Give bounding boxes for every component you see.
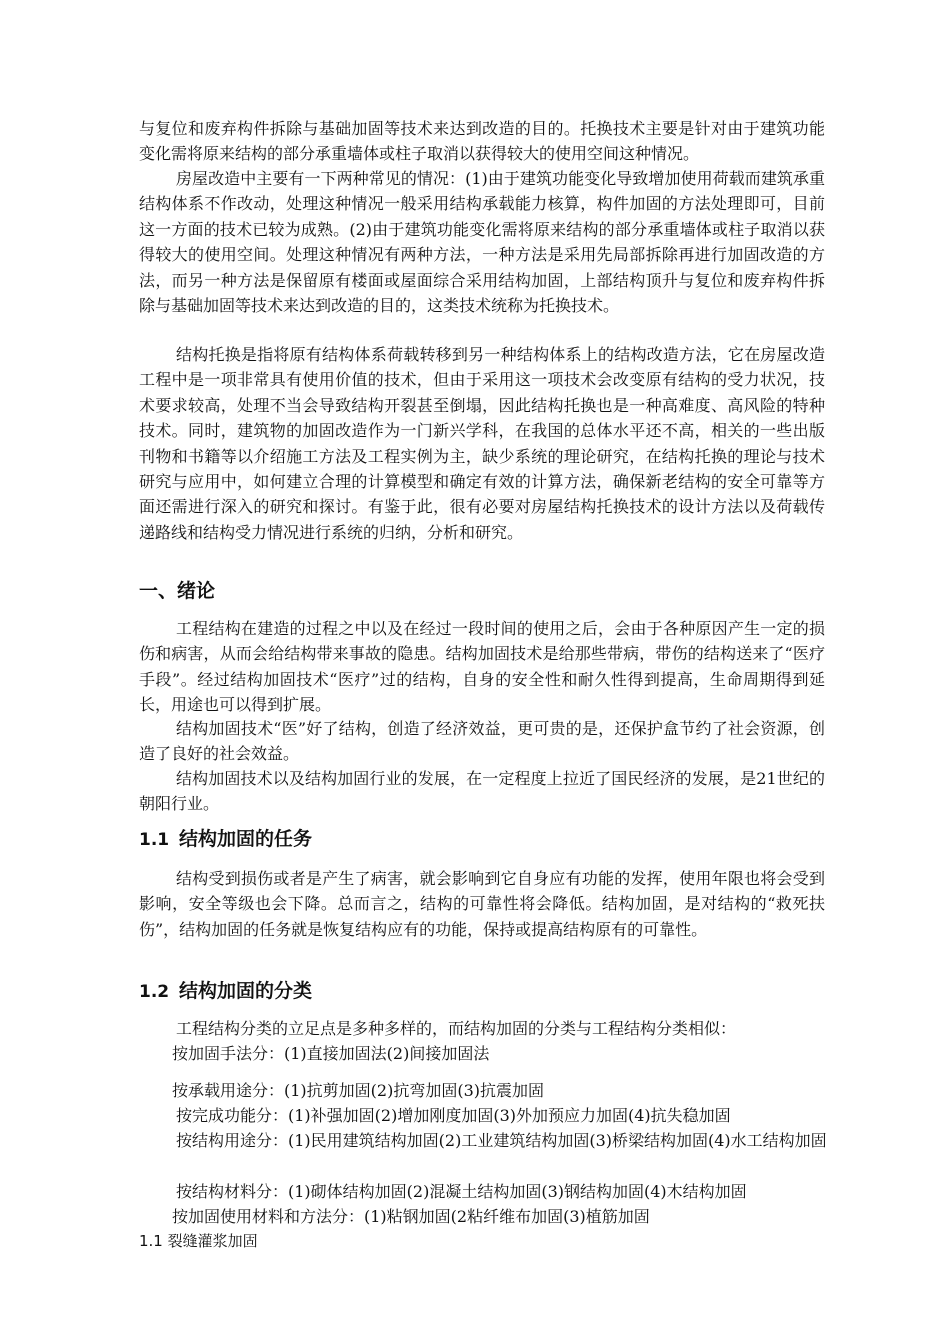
classification-by-reinforcement-material: 按加固使用材料和方法分：(1)粘钢加固(2粘纤维布加固(3)植筋加固 xyxy=(172,1207,650,1226)
paragraph-industry-development: 结构加固技术以及结构加固行业的发展，在一定程度上拉近了国民经济的发展，是21世纪的朝阳行业。 xyxy=(139,769,825,814)
subsection-title: 结构加固的任务 xyxy=(179,828,313,850)
paragraph-classification-intro: 工程结构分类的立足点是多种多样的，而结构加固的分类与工程结构分类相似： xyxy=(176,1019,737,1038)
classification-by-load-use: 按承载用途分：(1)抗剪加固(2)抗弯加固(3)抗震加固 xyxy=(172,1081,544,1100)
paragraph-intro-continuation: 与复位和废弃构件拆除与基础加固等技术来达到改造的目的。托换技术主要是针对由于建筑功能变化需将原来结构的部分承重墙体或柱子取消以获得较大的使用空间这种情况。 xyxy=(139,119,825,164)
subsection-heading-crack-grouting: 1.1 裂缝灌浆加固 xyxy=(139,1232,258,1250)
section-heading-introduction: 一、绪论 xyxy=(139,580,216,602)
paragraph-structure-damage: 工程结构在建造的过程之中以及在经过一段时间的使用之后，会由于各种原因产生一定的损伤和病害，从而会给结构带来事故的隐患。结构加固技术是给那些带病，带伤的结构送来了“医疗手段”。经过结构加固技术“医疗”过的结构，自身的安全性和耐久性得到提高，生命周期得到延长，用途也可以得到扩展。 xyxy=(139,619,825,715)
subsection-number: 1.2 xyxy=(139,982,170,1002)
subsection-number: 1.1 xyxy=(139,830,170,850)
paragraph-renovation-cases: 房屋改造中主要有一下两种常见的情况：(1)由于建筑功能变化导致增加使用荷载而建筑承重结构体系不作改动，处理这种情况一般采用结构承载能力核算，构件加固的方法处理即可，目前这一方面的技术已较为成熟。(2)由于建筑功能变化需将原来结构的部分承重墙体或柱子取消以获得较大的使用空间。处理这种情况有两种方法，一种方法是采用先局部拆除再进行加固改造的方法，而另一种方法是保留原有楼面或屋面综合采用结构加固，上部结构顶升与复位和废弃构件拆除与基础加固等技术来达到改造的目的，这类技术统称为托换技术。 xyxy=(139,169,825,316)
paragraph-economic-benefit: 结构加固技术“医”好了结构，创造了经济效益，更可贵的是，还保护盒节约了社会资源，创造了良好的社会效益。 xyxy=(139,719,825,764)
paragraph-structural-underpinning: 结构托换是指将原有结构体系荷载转移到另一种结构体系上的结构改造方法，它在房屋改造工程中是一项非常具有使用价值的技术，但由于采用这一项技术会改变原有结构的受力状况，技术要求较高，处理不当会导致结构开裂甚至倒塌，因此结构托换也是一种高难度、高风险的特种技术。同时，建筑物的加固改造作为一门新兴学科，在我国的总体水平还不高，相关的一些出版刊物和书籍等以介绍施工方法及工程实例为主，缺少系统的理论研究，在结构托换的理论与技术研究与应用中，如何建立合理的计算模型和确定有效的计算方法，确保新老结构的安全可靠等方面还需进行深入的研究和探讨。有鉴于此，很有必要对房屋结构托换技术的设计方法以及荷载传递路线和结构受力情况进行系统的归纳，分析和研究。 xyxy=(139,345,825,542)
classification-by-method: 按加固手法分：(1)直接加固法(2)间接加固法 xyxy=(172,1044,490,1063)
classification-by-structure-use: 按结构用途分：(1)民用建筑结构加固(2)工业建筑结构加固(3)桥梁结构加固(4)水工结构加固 xyxy=(176,1131,827,1150)
subsection-heading-classification xyxy=(139,978,312,1005)
subsection-title: 结构加固的分类 xyxy=(179,980,313,1002)
paragraph-reinforcement-task: 结构受到损伤或者是产生了病害，就会影响到它自身应有功能的发挥，使用年限也将会受到影响，安全等级也会下降。总而言之，结构的可靠性将会降低。结构加固，是对结构的“救死扶伤”，结构加固的任务就是恢复结构应有的功能，保持或提高结构原有的可靠性。 xyxy=(139,869,825,939)
classification-by-material: 按结构材料分：(1)砌体结构加固(2)混凝土结构加固(3)钢结构加固(4)木结构加固 xyxy=(176,1182,747,1201)
subsection-heading-task xyxy=(139,826,312,853)
classification-by-function: 按完成功能分：(1)补强加固(2)增加刚度加固(3)外加预应力加固(4)抗失稳加固 xyxy=(176,1106,731,1125)
